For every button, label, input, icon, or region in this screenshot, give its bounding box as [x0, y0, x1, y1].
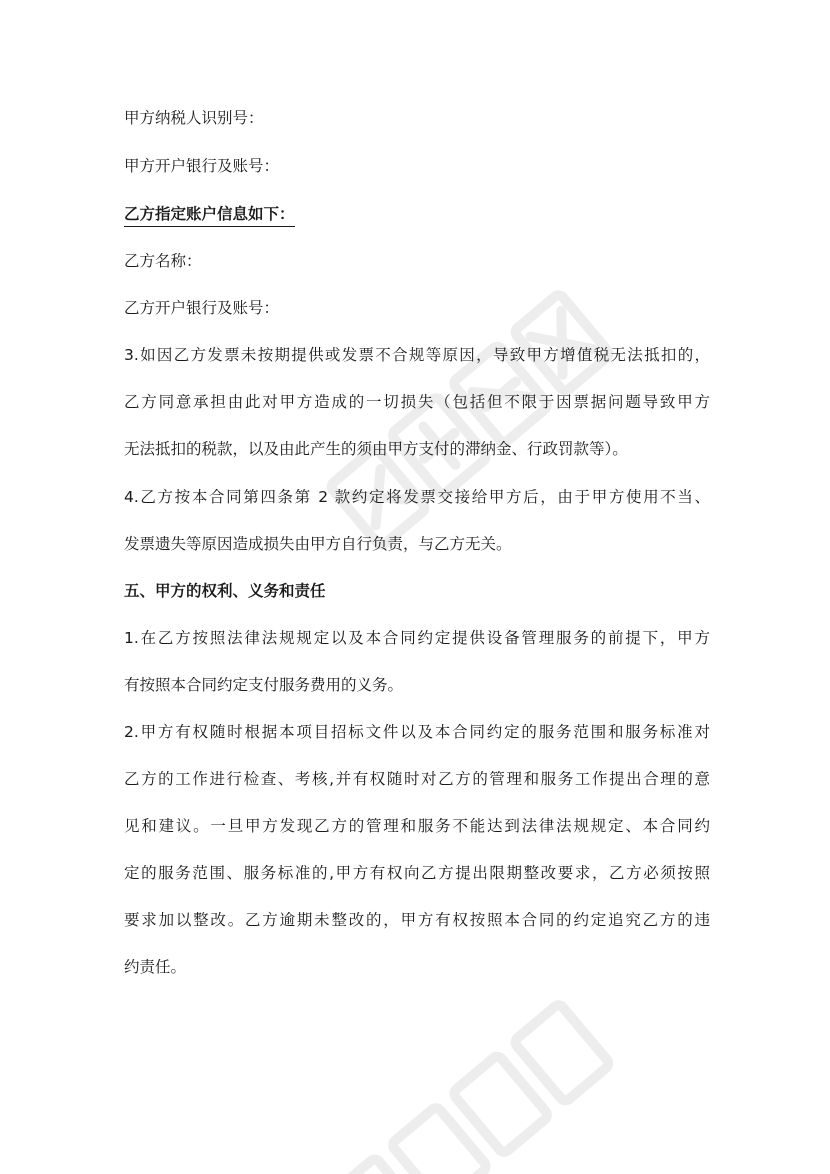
section-5-item-2-line-2: 乙方的工作进行检查、考核,并有权随时对乙方的管理和服务工作提出合理的意 [124, 770, 710, 788]
section-5-item-2-line-3: 见和建议。一旦甲方发现乙方的管理和服务不能达到法律法规规定、本合同约 [124, 817, 710, 835]
party-b-account-heading [124, 203, 295, 225]
party-b-bank-account-label: 乙方开户银行及账号： [124, 299, 280, 317]
section-5-item-2-line-6: 约责任。 [124, 958, 187, 976]
clause-3-line-1: 3.如因乙方发票未按期提供或发票不合规等原因，导致甲方增值税无法抵扣的， [124, 346, 710, 364]
section-5-item-2-line-4: 定的服务范围、服务标准的,甲方有权向乙方提出限期整改要求，乙方必须按照 [124, 864, 710, 882]
section-5-item-1-line-2: 有按照本合同约定支付服务费用的义务。 [124, 676, 404, 694]
party-a-bank-account-label: 甲方开户银行及账号： [124, 157, 280, 175]
clause-3-line-2: 乙方同意承担由此对甲方造成的一切损失（包括但不限于因票据问题导致甲方 [124, 393, 710, 411]
party-b-account-heading-text: 乙方指定账户信息如下： [124, 205, 295, 227]
section-5-item-2-line-5: 要求加以整改。乙方逾期未整改的，甲方有权按照本合同的约定追究乙方的违 [124, 911, 710, 929]
clause-3-line-3: 无法抵扣的税款，以及由此产生的须由甲方支付的滞纳金、行政罚款等）。 [124, 440, 628, 458]
party-b-name-label: 乙方名称： [124, 252, 202, 270]
clause-4-line-1: 4.乙方按本合同第四条第 2 款约定将发票交接给甲方后，由于甲方使用不当、 [124, 488, 710, 506]
section-5-item-1-line-1: 1.在乙方按照法律法规规定以及本合同约定提供设备管理服务的前提下，甲方 [124, 629, 710, 647]
clause-4-line-2: 发票遗失等原因造成损失由甲方自行负责，与乙方无关。 [124, 535, 512, 553]
section-5-item-2-line-1: 2.甲方有权随时根据本项目招标文件以及本合同约定的服务范围和服务标准对 [124, 723, 710, 741]
section-5-heading: 五、甲方的权利、义务和责任 [124, 582, 326, 600]
party-a-tax-id-label: 甲方纳税人识别号： [124, 109, 264, 127]
